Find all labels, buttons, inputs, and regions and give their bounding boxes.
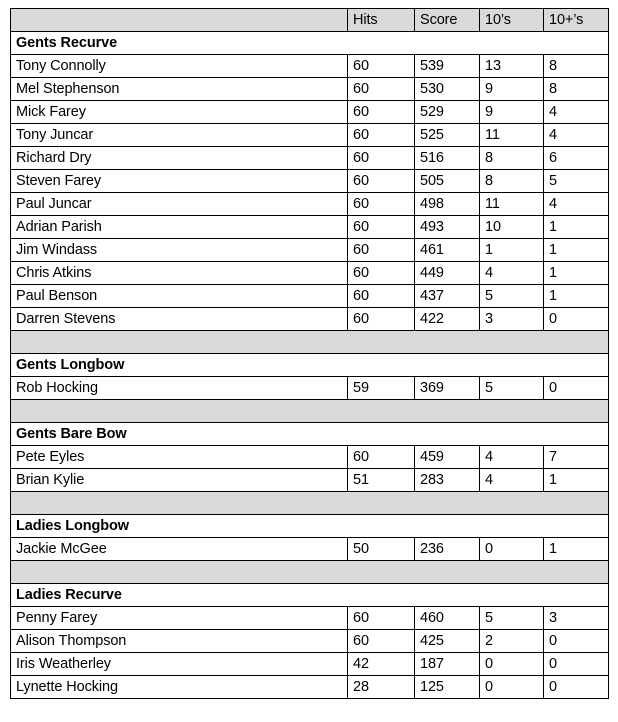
cell-score: 539 xyxy=(415,55,480,78)
cell-hits: 60 xyxy=(348,124,415,147)
cell-tens: 5 xyxy=(480,607,544,630)
section-spacer-row xyxy=(11,561,609,584)
cell-name: Rob Hocking xyxy=(11,377,348,400)
cell-tens: 5 xyxy=(480,285,544,308)
table-row xyxy=(11,78,609,101)
cell-tensp: 3 xyxy=(544,607,609,630)
table-row xyxy=(11,285,609,308)
section-spacer-cell xyxy=(11,561,609,584)
cell-name: Brian Kylie xyxy=(11,469,348,492)
table-row xyxy=(11,607,609,630)
cell-name: Iris Weatherley xyxy=(11,653,348,676)
column-header-tensp: 10+’s xyxy=(544,9,609,32)
section-title: Gents Longbow xyxy=(11,354,609,377)
cell-tens: 13 xyxy=(480,55,544,78)
cell-tens: 0 xyxy=(480,676,544,699)
cell-tensp: 4 xyxy=(544,193,609,216)
cell-hits: 60 xyxy=(348,216,415,239)
table-row xyxy=(11,193,609,216)
table-row xyxy=(11,147,609,170)
results-table-body xyxy=(11,9,609,699)
column-header-tens: 10’s xyxy=(480,9,544,32)
table-row xyxy=(11,653,609,676)
cell-name: Chris Atkins xyxy=(11,262,348,285)
cell-tensp: 5 xyxy=(544,170,609,193)
cell-name: Darren Stevens xyxy=(11,308,348,331)
cell-tens: 11 xyxy=(480,193,544,216)
cell-score: 236 xyxy=(415,538,480,561)
cell-tens: 4 xyxy=(480,262,544,285)
cell-name: Alison Thompson xyxy=(11,630,348,653)
cell-tens: 0 xyxy=(480,653,544,676)
section-spacer-cell xyxy=(11,492,609,515)
table-row xyxy=(11,377,609,400)
section-spacer-row xyxy=(11,492,609,515)
cell-tens: 3 xyxy=(480,308,544,331)
cell-score: 516 xyxy=(415,147,480,170)
cell-score: 437 xyxy=(415,285,480,308)
section-spacer-row xyxy=(11,331,609,354)
table-row xyxy=(11,676,609,699)
cell-score: 369 xyxy=(415,377,480,400)
table-row xyxy=(11,239,609,262)
section-title: Gents Bare Bow xyxy=(11,423,609,446)
cell-hits: 60 xyxy=(348,147,415,170)
section-title: Ladies Longbow xyxy=(11,515,609,538)
table-row xyxy=(11,308,609,331)
table-row xyxy=(11,55,609,78)
cell-tensp: 7 xyxy=(544,446,609,469)
cell-tensp: 4 xyxy=(544,101,609,124)
table-row xyxy=(11,101,609,124)
cell-hits: 60 xyxy=(348,285,415,308)
cell-score: 525 xyxy=(415,124,480,147)
cell-tens: 4 xyxy=(480,469,544,492)
table-row xyxy=(11,124,609,147)
cell-name: Mick Farey xyxy=(11,101,348,124)
cell-tensp: 1 xyxy=(544,469,609,492)
cell-tens: 11 xyxy=(480,124,544,147)
cell-score: 459 xyxy=(415,446,480,469)
cell-hits: 28 xyxy=(348,676,415,699)
column-header-score: Score xyxy=(415,9,480,32)
cell-tensp: 1 xyxy=(544,538,609,561)
cell-score: 505 xyxy=(415,170,480,193)
cell-score: 187 xyxy=(415,653,480,676)
section-header-row xyxy=(11,584,609,607)
column-header-name xyxy=(11,9,348,32)
cell-hits: 60 xyxy=(348,170,415,193)
cell-score: 425 xyxy=(415,630,480,653)
cell-hits: 60 xyxy=(348,193,415,216)
cell-name: Lynette Hocking xyxy=(11,676,348,699)
cell-score: 283 xyxy=(415,469,480,492)
cell-hits: 60 xyxy=(348,101,415,124)
section-header-row xyxy=(11,515,609,538)
cell-hits: 60 xyxy=(348,308,415,331)
cell-tens: 4 xyxy=(480,446,544,469)
cell-name: Paul Benson xyxy=(11,285,348,308)
cell-tens: 2 xyxy=(480,630,544,653)
cell-hits: 59 xyxy=(348,377,415,400)
cell-hits: 60 xyxy=(348,446,415,469)
cell-name: Paul Juncar xyxy=(11,193,348,216)
cell-name: Mel Stephenson xyxy=(11,78,348,101)
table-row xyxy=(11,216,609,239)
section-title: Ladies Recurve xyxy=(11,584,609,607)
cell-tensp: 8 xyxy=(544,55,609,78)
cell-tens: 8 xyxy=(480,147,544,170)
cell-score: 529 xyxy=(415,101,480,124)
cell-hits: 60 xyxy=(348,630,415,653)
table-header-row xyxy=(11,9,609,32)
cell-hits: 60 xyxy=(348,55,415,78)
section-spacer-row xyxy=(11,400,609,423)
cell-tens: 9 xyxy=(480,78,544,101)
cell-name: Jackie McGee xyxy=(11,538,348,561)
cell-hits: 60 xyxy=(348,607,415,630)
cell-hits: 60 xyxy=(348,239,415,262)
cell-score: 530 xyxy=(415,78,480,101)
cell-tensp: 1 xyxy=(544,285,609,308)
section-header-row xyxy=(11,423,609,446)
cell-tensp: 1 xyxy=(544,239,609,262)
section-title: Gents Recurve xyxy=(11,32,609,55)
cell-hits: 50 xyxy=(348,538,415,561)
cell-hits: 60 xyxy=(348,78,415,101)
cell-tensp: 1 xyxy=(544,216,609,239)
cell-tens: 1 xyxy=(480,239,544,262)
section-header-row xyxy=(11,32,609,55)
cell-tensp: 4 xyxy=(544,124,609,147)
cell-tensp: 0 xyxy=(544,676,609,699)
cell-tensp: 6 xyxy=(544,147,609,170)
cell-name: Pete Eyles xyxy=(11,446,348,469)
cell-tens: 9 xyxy=(480,101,544,124)
cell-hits: 60 xyxy=(348,262,415,285)
table-row xyxy=(11,446,609,469)
results-table-container xyxy=(10,8,608,699)
cell-name: Jim Windass xyxy=(11,239,348,262)
cell-score: 449 xyxy=(415,262,480,285)
section-spacer-cell xyxy=(11,331,609,354)
table-row xyxy=(11,262,609,285)
table-row xyxy=(11,469,609,492)
cell-name: Penny Farey xyxy=(11,607,348,630)
cell-name: Adrian Parish xyxy=(11,216,348,239)
cell-name: Tony Juncar xyxy=(11,124,348,147)
cell-tensp: 8 xyxy=(544,78,609,101)
cell-tens: 0 xyxy=(480,538,544,561)
section-header-row xyxy=(11,354,609,377)
cell-score: 498 xyxy=(415,193,480,216)
cell-tensp: 0 xyxy=(544,377,609,400)
cell-hits: 42 xyxy=(348,653,415,676)
cell-name: Tony Connolly xyxy=(11,55,348,78)
cell-score: 460 xyxy=(415,607,480,630)
section-spacer-cell xyxy=(11,400,609,423)
cell-tens: 8 xyxy=(480,170,544,193)
archery-results-table xyxy=(10,8,609,699)
cell-name: Richard Dry xyxy=(11,147,348,170)
cell-tensp: 0 xyxy=(544,653,609,676)
cell-tens: 10 xyxy=(480,216,544,239)
cell-tens: 5 xyxy=(480,377,544,400)
cell-score: 125 xyxy=(415,676,480,699)
table-row xyxy=(11,170,609,193)
cell-score: 493 xyxy=(415,216,480,239)
cell-tensp: 1 xyxy=(544,262,609,285)
table-row xyxy=(11,630,609,653)
table-row xyxy=(11,538,609,561)
cell-name: Steven Farey xyxy=(11,170,348,193)
cell-hits: 51 xyxy=(348,469,415,492)
column-header-hits: Hits xyxy=(348,9,415,32)
cell-tensp: 0 xyxy=(544,630,609,653)
cell-score: 422 xyxy=(415,308,480,331)
cell-score: 461 xyxy=(415,239,480,262)
cell-tensp: 0 xyxy=(544,308,609,331)
